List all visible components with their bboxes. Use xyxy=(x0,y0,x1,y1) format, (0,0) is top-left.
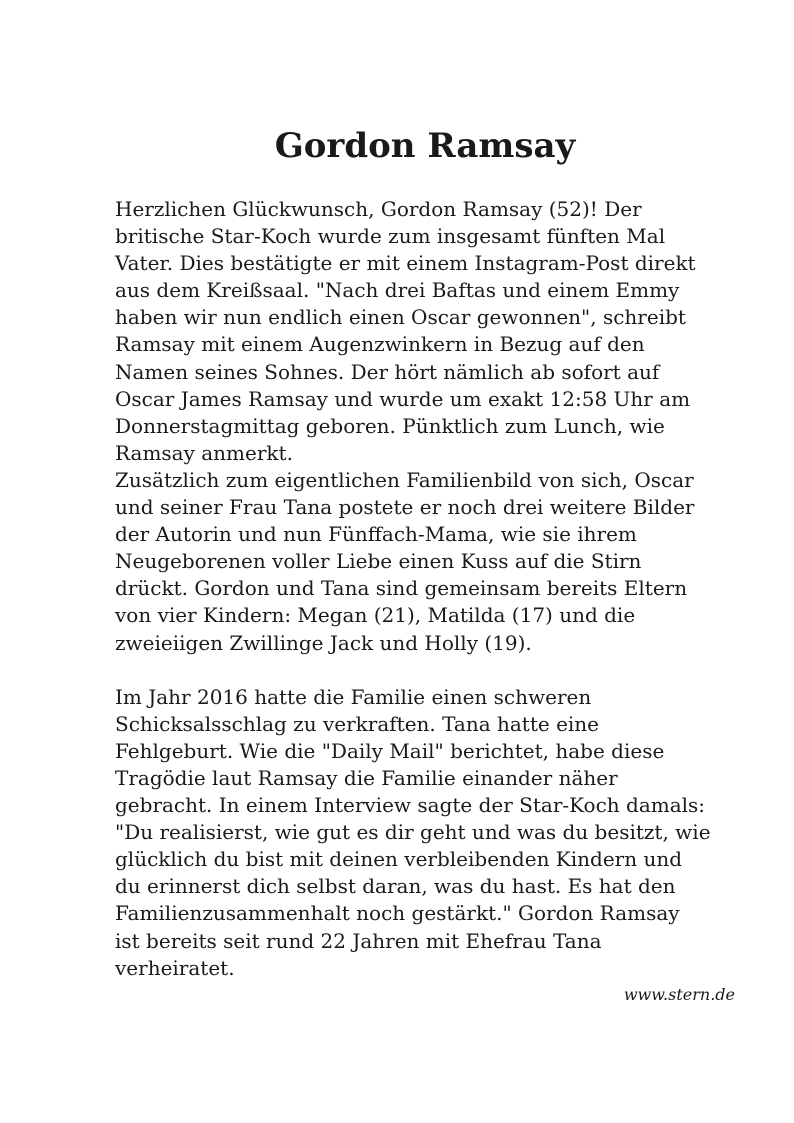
article-title: Gordon Ramsay xyxy=(274,126,576,166)
body-line: "Du realisierst, wie gut es dir geht und was du besitzt, wie xyxy=(115,820,711,845)
body-line: Namen seines Sohnes. Der hört nämlich ab sofort auf xyxy=(115,359,660,384)
body-line: glücklich du bist mit deinen verbleibenden Kindern und xyxy=(115,847,683,872)
body-line: Oscar James Ramsay und wurde um exakt 12:58 Uhr am xyxy=(115,386,691,411)
body-line: drückt. Gordon und Tana sind gemeinsam bereits Eltern xyxy=(115,576,688,601)
body-line: gebracht. In einem Interview sagte der Star-Koch damals: xyxy=(115,793,706,818)
body-line: der Autorin und nun Fünffach-Mama, wie sie ihrem xyxy=(115,522,637,547)
body-line: Zusätzlich zum eigentlichen Familienbild von sich, Oscar xyxy=(115,467,694,492)
body-line: Im Jahr 2016 hatte die Familie einen schweren xyxy=(115,684,592,709)
body-line: Fehlgeburt. Wie die "Daily Mail" berichtet, habe diese xyxy=(115,738,665,763)
body-line: Ramsay anmerkt. xyxy=(115,440,293,465)
body-line: verheiratet. xyxy=(115,955,235,980)
body-line: Ramsay mit einem Augenzwinkern in Bezug auf den xyxy=(115,332,645,357)
body-line: Schicksalsschlag zu verkraften. Tana hatte eine xyxy=(115,711,600,736)
body-line: du erinnerst dich selbst daran, was du hast. Es hat den xyxy=(115,874,676,899)
article-body xyxy=(115,196,735,982)
body-line: britische Star-Koch wurde zum insgesamt fünften Mal xyxy=(115,224,666,249)
body-line: von vier Kindern: Megan (21), Matilda (17) und die xyxy=(115,603,636,628)
body-line: haben wir nun endlich einen Oscar gewonnen", schreibt xyxy=(115,305,686,330)
body-line: Neugeborenen voller Liebe einen Kuss auf die Stirn xyxy=(115,549,642,574)
paragraph-spacer xyxy=(115,657,735,684)
body-line: und seiner Frau Tana postete er noch drei weitere Bilder xyxy=(115,495,695,520)
body-line: aus dem Kreißsaal. "Nach drei Baftas und einem Emmy xyxy=(115,278,680,303)
source-credit: www.stern.de xyxy=(623,985,735,1004)
body-line: Familienzusammenhalt noch gestärkt." Gordon Ramsay xyxy=(115,901,680,926)
body-line: Vater. Dies bestätigte er mit einem Instagram-Post direkt xyxy=(115,251,696,276)
body-line: zweieiigen Zwillinge Jack und Holly (19). xyxy=(115,630,532,655)
body-line: ist bereits seit rund 22 Jahren mit Ehefrau Tana xyxy=(115,928,602,953)
body-line: Herzlichen Glückwunsch, Gordon Ramsay (52)! Der xyxy=(115,197,642,221)
body-line: Donnerstagmittag geboren. Pünktlich zum Lunch, wie xyxy=(115,413,665,438)
body-line: Tragödie laut Ramsay die Familie einander näher xyxy=(115,765,618,790)
